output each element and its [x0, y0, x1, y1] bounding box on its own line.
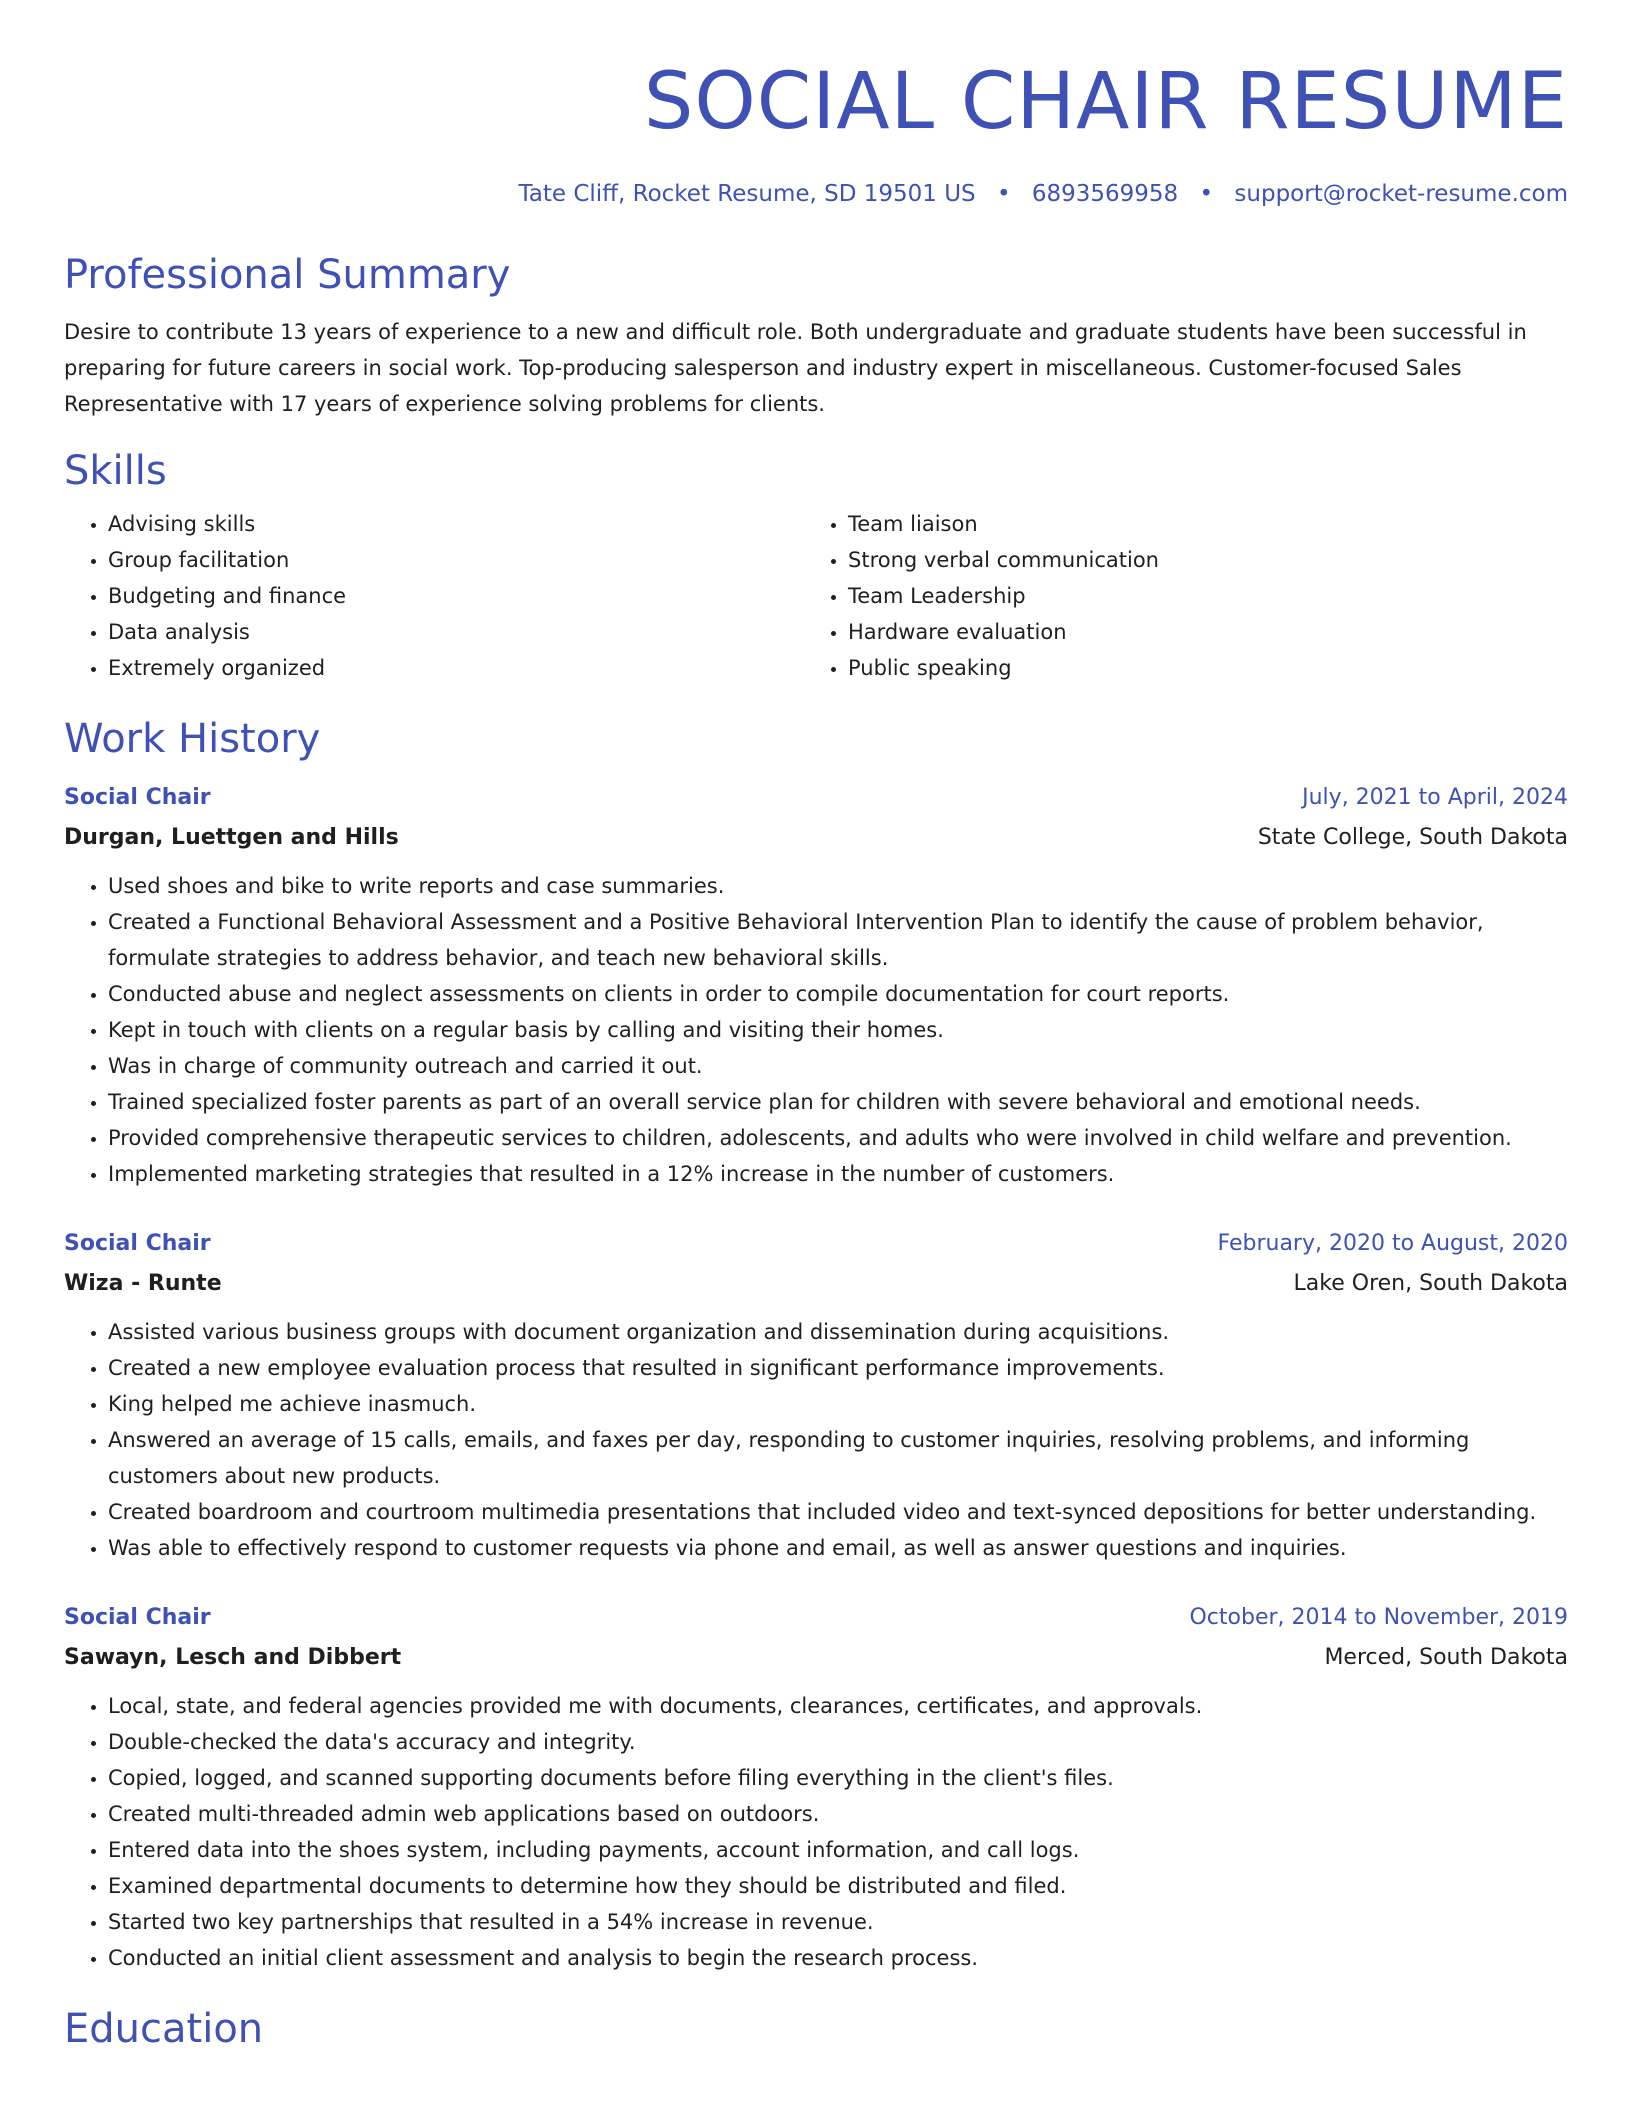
job-title: Social Chair	[64, 785, 211, 810]
work-history-section	[64, 714, 1568, 1976]
job-bullet: • Conducted an initial client assessment and analysis to begin the research process.	[108, 1940, 1568, 1976]
job-title-row	[64, 778, 1568, 818]
skills-list-right	[804, 506, 1544, 686]
job-bullet: • Assisted various business groups with document organization and dissemination during acquisitions.	[108, 1314, 1568, 1350]
section-heading-skills: Skills	[64, 448, 167, 494]
job-employer-row	[64, 818, 1568, 858]
contact-address: Tate Cliff, Rocket Resume, SD 19501 US	[518, 181, 976, 207]
job-employer-row	[64, 1638, 1568, 1678]
job-bullet: • Implemented marketing strategies that resulted in a 12% increase in the number of customers.	[108, 1156, 1568, 1192]
job-entry	[64, 1598, 1568, 1976]
skill-item: • Extremely organized	[108, 650, 804, 686]
job-bullet: • Created a Functional Behavioral Assessment and a Positive Behavioral Intervention Plan to identify the cause of problem behavior, formulate strategies to address behavior, and teach new behavioral skills.	[108, 904, 1568, 976]
contact-separator: •	[996, 181, 1011, 207]
section-heading-work-history: Work History	[64, 716, 321, 762]
job-bullet: • Provided comprehensive therapeutic services to children, adolescents, and adults who were involved in child welfare and prevention.	[108, 1120, 1568, 1156]
skills-list-left	[64, 506, 804, 686]
job-title: Social Chair	[64, 1231, 211, 1256]
job-entry	[64, 1224, 1568, 1566]
job-bullets	[64, 1314, 1568, 1566]
contact-phone[interactable]: 6893569958	[1031, 181, 1179, 207]
skills-columns	[64, 506, 1568, 686]
job-bullet: • Created a new employee evaluation process that resulted in significant performance improvements.	[108, 1350, 1568, 1386]
job-bullet: • Examined departmental documents to determine how they should be distributed and filed.	[108, 1868, 1568, 1904]
job-title-row	[64, 1598, 1568, 1638]
job-title: Social Chair	[64, 1605, 211, 1630]
summary-text: Desire to contribute 13 years of experience to a new and difficult role. Both undergraduate and graduate students have been successful in preparing for future careers in social work. Top-producing salesperson and industry expert in miscellaneous. Customer-focused Sales Representative with 17 years of experience solving problems for clients.	[64, 320, 1527, 416]
skill-item: • Data analysis	[108, 614, 804, 650]
job-employer: Durgan, Luettgen and Hills	[64, 825, 399, 850]
skill-item: • Team liaison	[848, 506, 1544, 542]
job-location: State College, South Dakota	[1257, 825, 1568, 850]
job-bullets	[64, 868, 1568, 1192]
job-employer: Sawayn, Lesch and Dibbert	[64, 1645, 402, 1670]
resume-header	[64, 0, 1568, 210]
skill-item: • Hardware evaluation	[848, 614, 1544, 650]
job-bullet: • Created multi-threaded admin web applications based on outdoors.	[108, 1796, 1568, 1832]
job-bullet: • Trained specialized foster parents as part of an overall service plan for children with severe behavioral and emotional needs.	[108, 1084, 1568, 1120]
job-bullet: • Answered an average of 15 calls, emails, and faxes per day, responding to customer inquiries, resolving problems, and informing customers about new products.	[108, 1422, 1568, 1494]
section-heading-education: Education	[64, 2006, 264, 2052]
job-dates: February, 2020 to August, 2020	[1217, 1231, 1568, 1256]
job-title-row	[64, 1224, 1568, 1264]
section-heading-summary: Professional Summary	[64, 252, 511, 298]
job-bullet: • Copied, logged, and scanned supporting documents before filing everything in the client's files.	[108, 1760, 1568, 1796]
job-bullets	[64, 1688, 1568, 1976]
job-bullet: • Kept in touch with clients on a regular basis by calling and visiting their homes.	[108, 1012, 1568, 1048]
skill-item: • Team Leadership	[848, 578, 1544, 614]
contact-separator: •	[1199, 181, 1214, 207]
job-bullet: • Double-checked the data's accuracy and integrity.	[108, 1724, 1568, 1760]
job-entry	[64, 778, 1568, 1192]
job-employer-row	[64, 1264, 1568, 1304]
job-bullet: • King helped me achieve inasmuch.	[108, 1386, 1568, 1422]
skill-item: • Advising skills	[108, 506, 804, 542]
skill-item: • Strong verbal communication	[848, 542, 1544, 578]
job-dates: July, 2021 to April, 2024	[1302, 785, 1568, 810]
job-bullet: • Conducted abuse and neglect assessments on clients in order to compile documentation for court reports.	[108, 976, 1568, 1012]
resume-title: SOCIAL CHAIR RESUME	[643, 57, 1568, 147]
job-bullet: • Was able to effectively respond to customer requests via phone and email, as well as answer questions and inquiries.	[108, 1530, 1568, 1566]
skill-item: • Budgeting and finance	[108, 578, 804, 614]
job-bullet: • Used shoes and bike to write reports and case summaries.	[108, 868, 1568, 904]
job-dates: October, 2014 to November, 2019	[1189, 1605, 1568, 1630]
job-location: Merced, South Dakota	[1324, 1645, 1568, 1670]
skills-section	[64, 446, 1568, 686]
job-employer: Wiza - Runte	[64, 1271, 222, 1296]
summary-section	[64, 250, 1568, 422]
contact-line	[64, 178, 1568, 210]
job-location: Lake Oren, South Dakota	[1293, 1271, 1568, 1296]
job-bullet: • Was in charge of community outreach and carried it out.	[108, 1048, 1568, 1084]
contact-email[interactable]: support@rocket-resume.com	[1234, 181, 1568, 207]
job-bullet: • Started two key partnerships that resulted in a 54% increase in revenue.	[108, 1904, 1568, 1940]
job-bullet: • Created boardroom and courtroom multimedia presentations that included video and text-synced depositions for better understanding.	[108, 1494, 1568, 1530]
job-bullet: • Local, state, and federal agencies provided me with documents, clearances, certificates, and approvals.	[108, 1688, 1568, 1724]
skill-item: • Public speaking	[848, 650, 1544, 686]
education-section	[64, 2004, 1568, 2054]
job-bullet: • Entered data into the shoes system, including payments, account information, and call logs.	[108, 1832, 1568, 1868]
skill-item: • Group facilitation	[108, 542, 804, 578]
